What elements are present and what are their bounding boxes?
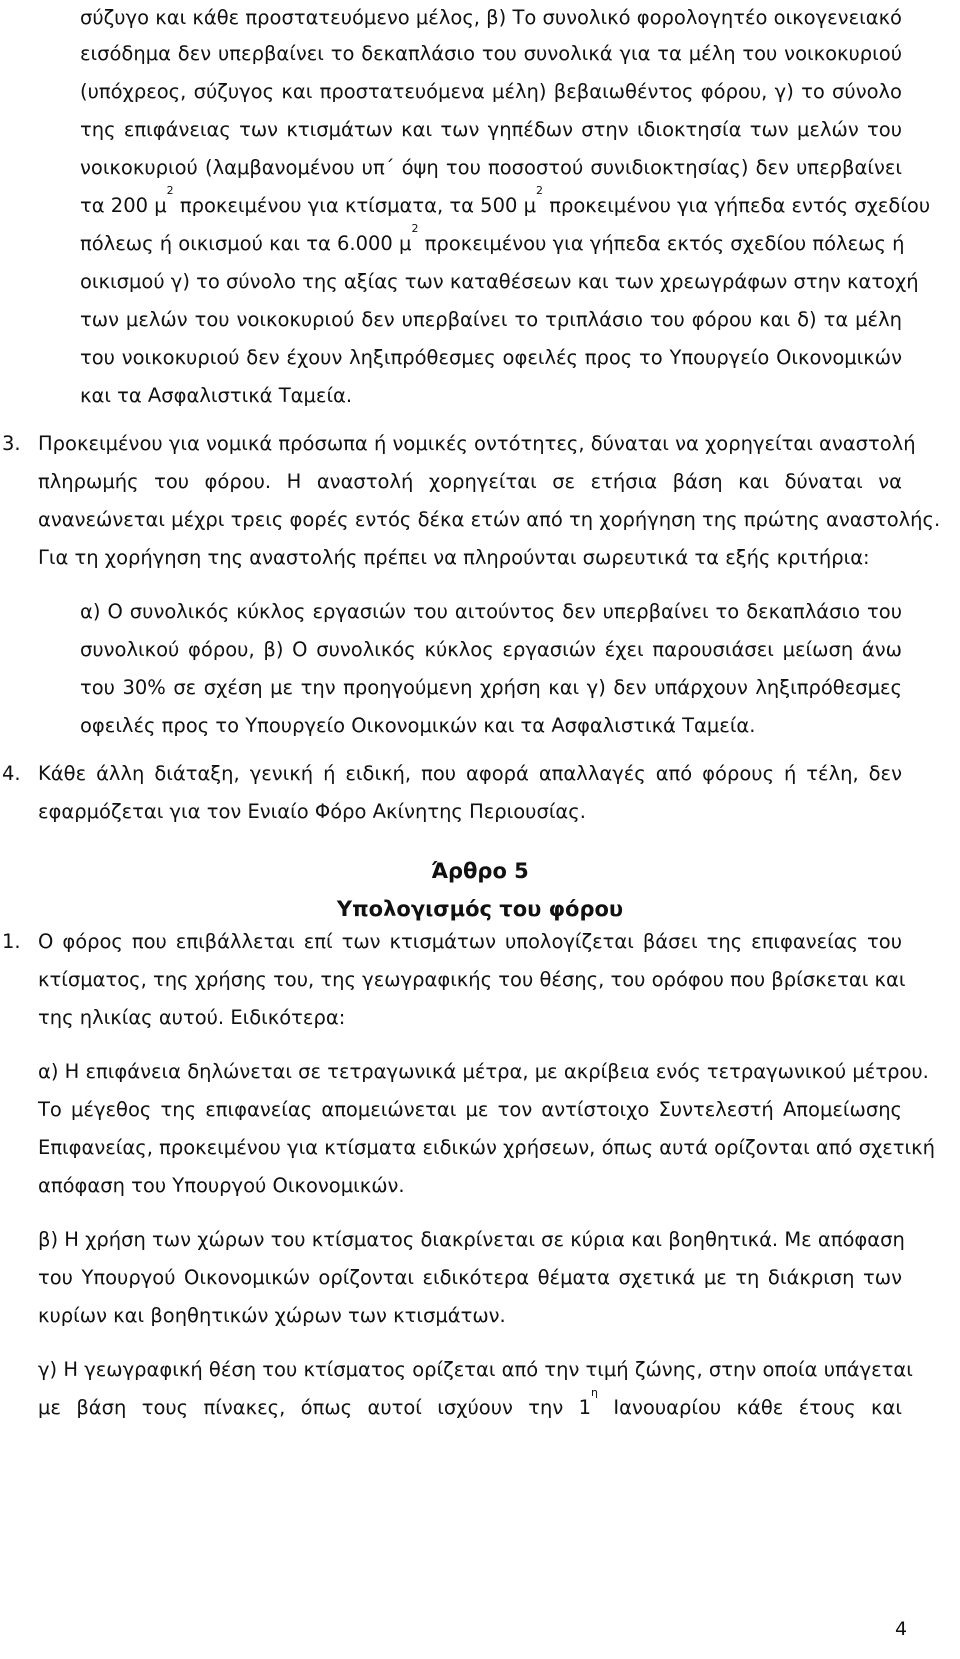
text-line: β) Η χρήση των χώρων του κτίσματος διακρίνεται σε κύρια και βοηθητικά. Με απόφαση (38, 1228, 905, 1251)
text-line: εφαρμόζεται για τον Ενιαίο Φόρο Ακίνητης Περιουσίας. (38, 800, 586, 823)
text-line: της επιφάνειας των κτισμάτων και των γηπέδων στην ιδιοκτησία των μελών του (80, 118, 902, 141)
text-line: του Υπουργού Οικονομικών ορίζονται ειδικότερα θέματα σχετικά με τη διάκριση των (38, 1266, 902, 1289)
text-fragment: με βάση τους πίνακες, όπως αυτοί ισχύουν την 1 (38, 1396, 592, 1419)
text-line: συνολικού φόρου, β) Ο συνολικός κύκλος εργασιών έχει παρουσιάσει μείωση άνω (80, 638, 902, 661)
text-line: Ο φόρος που επιβάλλεται επί των κτισμάτων υπολογίζεται βάσει της επιφανείας του (38, 930, 902, 953)
text-line: του 30% σε σχέση με την προηγούμενη χρήση και γ) δεν υπάρχουν ληξιπρόθεσμες (80, 676, 902, 699)
text-fragment: Ιανουαρίου κάθε έτους και (598, 1396, 902, 1419)
text-line: κυρίων και βοηθητικών χώρων των κτισμάτων. (38, 1304, 506, 1327)
superscript: 2 (411, 222, 419, 235)
text-line: γ) Η γεωγραφική θέση του κτίσματος ορίζεται από την τιμή ζώνης, στην οποία υπάγεται (38, 1358, 913, 1381)
text-line: πληρωμής του φόρου. Η αναστολή χορηγείται σε ετήσια βάση και δύναται να (38, 470, 902, 493)
text-line: και τα Ασφαλιστικά Ταμεία. (80, 384, 353, 407)
item-number: 3. (2, 432, 21, 455)
page-number: 4 (895, 1618, 908, 1640)
text-fragment: προκειμένου για γήπεδα εκτός σχεδίου πόλεως ή (418, 232, 905, 255)
text-line: εισόδημα δεν υπερβαίνει το δεκαπλάσιο του συνολικά για τα μέλη του νοικοκυριού (80, 42, 902, 65)
text-line (38, 1386, 902, 1420)
item-number: 1. (2, 930, 21, 953)
text-line: οικισμού γ) το σύνολο της αξίας των καταθέσεων και των χρεωγράφων στην κατοχή (80, 270, 919, 293)
text-line: Για τη χορήγηση της αναστολής πρέπει να πληρούνται σωρευτικά τα εξής κριτήρια: (38, 546, 870, 569)
text-line: (υπόχρεος, σύζυγος και προστατευόμενα μέλη) βεβαιωθέντος φόρου, γ) το σύνολο (80, 80, 902, 103)
text-line: κτίσματος, της χρήσης του, της γεωγραφικής του θέσης, του ορόφου που βρίσκεται και (38, 968, 906, 991)
text-line: Προκειμένου για νομικά πρόσωπα ή νομικές οντότητες, δύναται να χορηγείται αναστολή (38, 432, 916, 455)
text-line: Επιφανείας, προκειμένου για κτίσματα ειδικών χρήσεων, όπως αυτά ορίζονται από σχετική (38, 1136, 935, 1159)
superscript: 2 (536, 184, 544, 197)
text-line: α) Ο συνολικός κύκλος εργασιών του αιτούντος δεν υπερβαίνει το δεκαπλάσιο του (80, 600, 902, 623)
text-line: Το μέγεθος της επιφανείας απομειώνεται με τον αντίστοιχο Συντελεστή Απομείωσης (38, 1098, 902, 1121)
text-fragment: προκειμένου για κτίσματα, τα 500 μ (173, 194, 537, 217)
text-line: ανανεώνεται μέχρι τρεις φορές εντός δέκα ετών από τη χορήγηση της πρώτης αναστολής. (38, 508, 941, 531)
text-line: του νοικοκυριού δεν έχουν ληξιπρόθεσμες οφειλές προς το Υπουργείο Οικονομικών (80, 346, 902, 369)
text-fragment: τα 200 μ (80, 194, 167, 217)
text-line (80, 184, 931, 218)
text-line: νοικοκυριού (λαμβανομένου υπ΄ όψη του ποσοστού συνιδιοκτησίας) δεν υπερβαίνει (80, 156, 902, 179)
text-line (80, 222, 905, 256)
text-fragment: προκειμένου για γήπεδα εντός σχεδίου (543, 194, 931, 217)
superscript: η (591, 1386, 599, 1399)
item-number: 4. (2, 762, 21, 785)
article-title: Υπολογισμός του φόρου (336, 897, 624, 921)
text-line: οφειλές προς το Υπουργείο Οικονομικών και τα Ασφαλιστικά Ταμεία. (80, 714, 756, 737)
text-line: α) Η επιφάνεια δηλώνεται σε τετραγωνικά μέτρα, με ακρίβεια ενός τετραγωνικού μέτρου. (38, 1060, 929, 1083)
text-line: απόφαση του Υπουργού Οικονομικών. (38, 1174, 405, 1197)
text-line: σύζυγο και κάθε προστατευόμενο μέλος, β) Το συνολικό φορολογητέο οικογενειακό (80, 6, 902, 29)
article-number: Άρθρο 5 (431, 859, 529, 883)
text-line: των μελών του νοικοκυριού δεν υπερβαίνει το τριπλάσιο του φόρου και δ) τα μέλη (80, 308, 902, 331)
text-line: Κάθε άλλη διάταξη, γενική ή ειδική, που αφορά απαλλαγές από φόρους ή τέλη, δεν (38, 762, 902, 785)
superscript: 2 (166, 184, 174, 197)
text-line: της ηλικίας αυτού. Ειδικότερα: (38, 1006, 346, 1029)
text-fragment: πόλεως ή οικισμού και τα 6.000 μ (80, 232, 412, 255)
